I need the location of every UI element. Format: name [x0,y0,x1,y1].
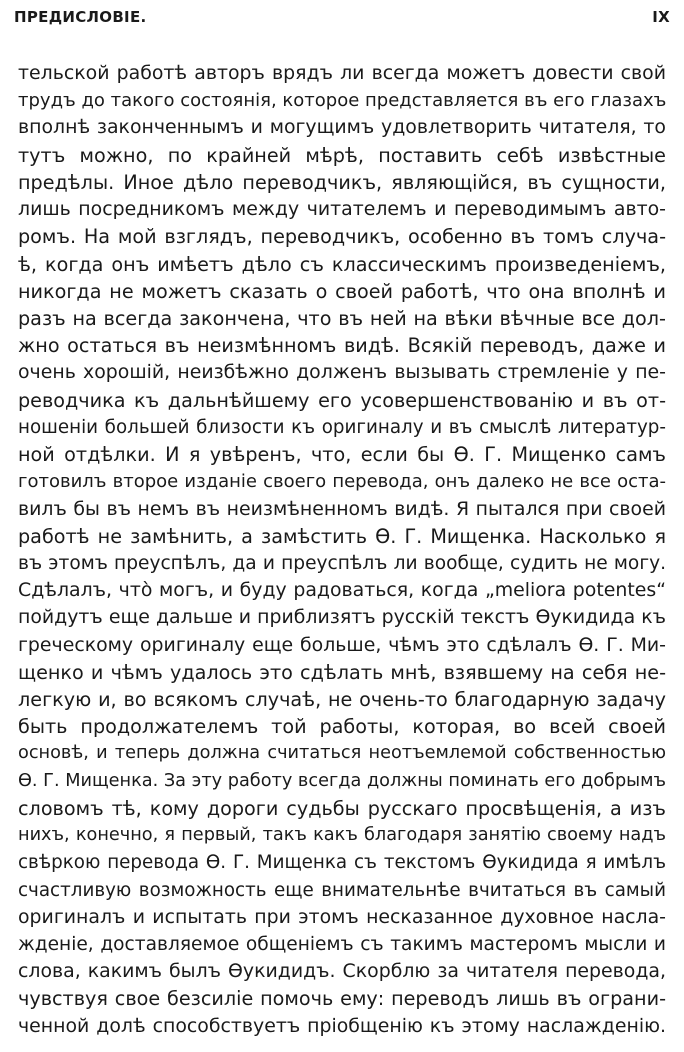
text-line: тельской работѣ авторъ врядъ ли всегда можетъ довести свой [18,62,666,84]
text-line: Ѳ. Г. Мищенка. За эту работу всегда должны поминать его добрымъ [18,770,666,791]
text-line: оригиналъ и испытать при этомъ несказанное духовное насла- [18,905,666,928]
text-line: счастливую возможность еще внимательнѣе вчитаться въ самый [18,879,666,901]
text-line: нихъ, конечно, я первый, такъ какъ благодаря занятію своему надъ [18,825,666,846]
text-line: вполнѣ законченнымъ и могущимъ удовлетворить читателя, то [18,116,666,139]
text-line: разъ на всегда закончена, что въ ней на вѣки вѣчные все дол- [18,306,666,330]
text-line: въ этомъ преуспѣлъ, да и преуспѣлъ ли вообще, судить не могу. [18,552,666,574]
text-line: щенко и чѣмъ удалось это сдѣлать мнѣ, взявшему на себя не- [18,660,666,684]
text-line: ношеніи большей близости къ оригиналу и въ смыслѣ литератур- [18,416,666,438]
text-line: слова, какимъ былъ Ѳукидидъ. Скорблю за читателя перевода, [18,960,666,983]
text-line: предѣлы. Иное дѣло переводчикъ, являющійся, въ сущности, [18,170,666,194]
text-line: греческому оригиналу еще больше, чѣмъ это сдѣлалъ Ѳ. Г. Ми- [18,633,666,656]
text-line: тутъ можно, по крайней мѣрѣ, поставить себѣ извѣстные [18,143,666,167]
text-line: ромъ. На мой взглядъ, переводчикъ, особенно въ томъ случа- [18,225,666,249]
text-line: жденіе, доставляемое общеніемъ съ такимъ мастеромъ мысли и [18,934,666,955]
body-text [18,60,666,1040]
text-line: реводчика къ дальнѣйшему его усовершенствованію и въ от- [18,388,666,412]
section-title: ПРЕДИСЛОВІЕ. [14,8,147,26]
text-line: ченной долѣ способствуетъ пріобщенію къ этому наслажденію. [18,1014,666,1037]
text-line: словомъ тѣ, кому дороги судьбы русскаго просвѣщенія, а изъ [18,796,666,820]
text-line: ной отдѣлки. И я увѣренъ, что, если бы Ѳ. Г. Мищенко самъ [18,443,666,467]
text-line: готовилъ второе изданіе своего перевода, онъ далеко не все оста- [18,471,666,493]
text-line: чувствуя свое безсиліе помочь ему: переводъ лишь въ ограни- [18,987,666,1011]
text-line: легкую и, во всякомъ случаѣ, не очень-то благодарную задачу [18,688,666,712]
text-line: быть продолжателемъ той работы, которая, во всей своей [18,715,666,739]
text-line: основѣ, и теперь должна считаться неотъемлемой собственностью [18,743,666,764]
text-line: очень хорошій, неизбѣжно долженъ вызывать стремленіе у пе- [18,361,666,384]
text-line: свѣркою перевода Ѳ. Г. Мищенка съ текстомъ Ѳукидида я имѣлъ [18,852,666,874]
text-line: Сдѣлалъ, что̀ могъ, и буду радоваться, когда „meliora potentes“ [18,579,666,602]
text-line: жно остаться въ неизмѣнномъ видѣ. Всякій переводъ, даже и [18,334,666,358]
text-line: никогда не можетъ сказать о своей работѣ, что она вполнѣ и [18,279,666,303]
text-line: вилъ бы въ немъ въ неизмѣненномъ видѣ. Я пытался при своей [18,497,666,520]
text-line: работѣ не замѣнить, а замѣстить Ѳ. Г. Мищенка. Насколько я [18,524,666,548]
page-number: IX [652,8,670,26]
text-line: ѣ, когда онъ имѣетъ дѣло съ классическимъ произведеніемъ, [18,252,666,276]
text-line: пойдутъ еще дальше и приблизятъ русскій текстъ Ѳукидида къ [18,606,666,629]
text-line: трудъ до такого состоянія, которое представляется въ его глазахъ [18,90,667,112]
running-header [14,6,670,28]
text-line: лишь посредникомъ между читателемъ и переводимымъ авто- [18,198,666,221]
